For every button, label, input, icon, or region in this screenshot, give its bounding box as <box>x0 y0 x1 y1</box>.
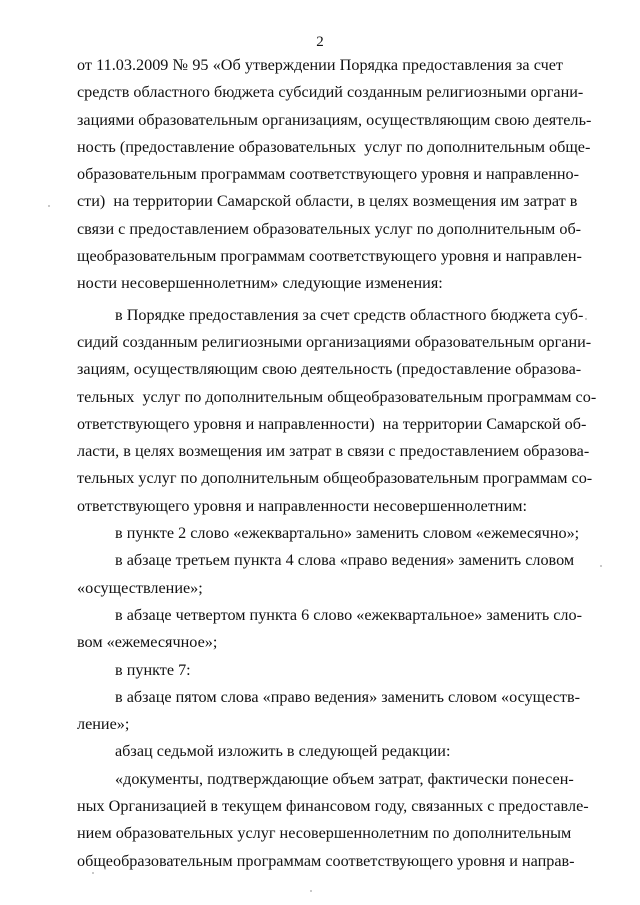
text-line: «документы, подтверждающие объем затрат, фактически понесен- <box>115 769 574 788</box>
text-line: образовательным программам соответствующего уровня и направленно- <box>77 165 580 184</box>
scan-speck <box>48 205 50 207</box>
text-line: ответствующего уровня и направленности) на территории Самарской об- <box>77 414 587 433</box>
text-line: в пункте 7: <box>115 660 191 679</box>
text-line: тельных услуг по дополнительным общеобразовательным программам со- <box>77 387 597 406</box>
document-body <box>77 52 597 875</box>
text-line: связи с предоставлением образовательных услуг по дополнительным об- <box>77 219 582 238</box>
text-line: в пункте 2 слово «ежеквартально» заменить словом «ежемесячно»; <box>115 524 580 543</box>
scan-speck <box>585 318 587 320</box>
text-line: щеобразовательным программам соответствующего уровня и направлен- <box>77 247 582 266</box>
text-line: сидий созданным религиозными организациями образовательным органи- <box>77 332 592 351</box>
text-line: ных Организацией в текущем финансовом году, связанных с предоставле- <box>77 797 589 816</box>
text-line: нием образовательных услуг несовершеннолетним по дополнительным <box>77 824 572 843</box>
text-line: тельных услуг по дополнительным общеобразовательным программам со- <box>77 469 593 488</box>
text-line: в абзаце третьем пункта 4 слова «право ведения» заменить словом <box>115 551 575 570</box>
text-line: ответствующего уровня и направленности несовершеннолетним: <box>77 496 527 515</box>
text-line: абзац седьмой изложить в следующей редакции: <box>115 742 451 761</box>
text-line: сти) на территории Самарской области, в целях возмещения им затрат в <box>77 192 578 211</box>
scan-speck <box>310 890 312 892</box>
text-line: в абзаце четвертом пункта 6 слово «ежеквартальное» заменить сло- <box>115 605 582 624</box>
text-line: в абзаце пятом слова «право ведения» заменить словом «осуществ- <box>115 687 581 706</box>
page-number: 2 <box>316 34 324 50</box>
text-line: «осуществление»; <box>77 578 203 597</box>
text-line: от 11.03.2009 № 95 «Об утверждении Порядка предоставления за счет <box>77 56 563 74</box>
text-line: средств областного бюджета субсидий созданным религиозными органи- <box>77 83 584 102</box>
text-line: общеобразовательным программам соответствующего уровня и направ- <box>77 851 575 870</box>
text-line: ность (предоставление образовательных услуг по дополнительным обще- <box>77 137 591 156</box>
text-line: ласти, в целях возмещения им затрат в связи с предоставлением образова- <box>77 442 590 461</box>
text-line: вом «ежемесячное»; <box>77 633 218 652</box>
text-line: в Порядке предоставления за счет средств областного бюджета суб- <box>115 305 584 324</box>
text-line: зациями образовательным организациям, осуществляющим свою деятель- <box>77 110 592 129</box>
text-line: ление»; <box>77 715 130 734</box>
scan-speck <box>92 872 94 874</box>
text-line: ности несовершеннолетним» следующие изменения: <box>77 274 443 293</box>
scan-speck <box>600 565 602 567</box>
text-line: зациям, осуществляющим свою деятельность (предоставление образова- <box>77 360 582 379</box>
